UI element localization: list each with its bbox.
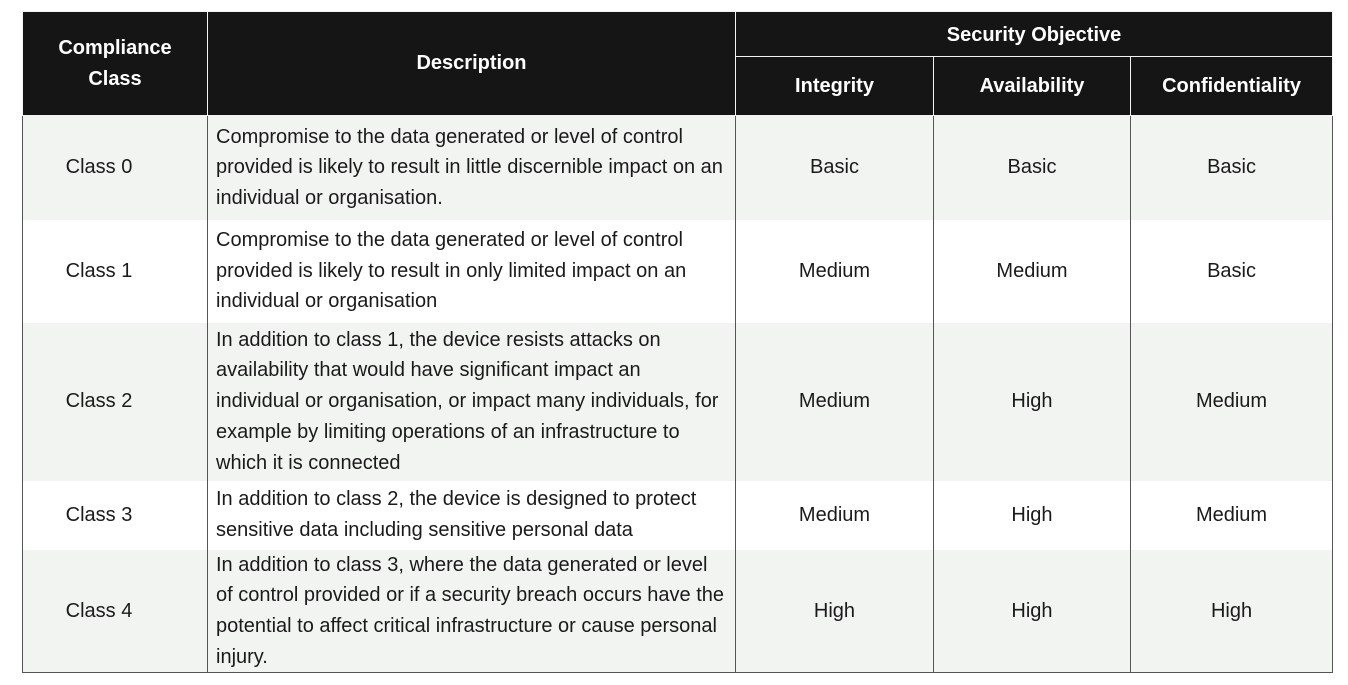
- cell-description: Compromise to the data generated or level of control provided is likely to result in only limited impact on an individual or organisation: [208, 220, 736, 323]
- cell-class: [23, 323, 208, 481]
- cell-description: In addition to class 2, the device is designed to protect sensitive data including sensitive personal data: [208, 481, 736, 550]
- cell-description: In addition to class 1, the device resists attacks on availability that would have significant impact an individual or organisation, or impact many individuals, for example by limiting operations of an infrastructure to which it is connected: [208, 323, 736, 481]
- table-header: [23, 12, 1333, 116]
- header-compliance-class: Compliance Class: [23, 12, 208, 116]
- cell-class: [23, 220, 208, 323]
- cell-confidentiality: Medium: [1131, 323, 1333, 481]
- cell-confidentiality: High: [1131, 550, 1333, 673]
- class-label: Class 2: [65, 390, 133, 413]
- header-row-top: [23, 12, 1333, 57]
- cell-integrity: Medium: [736, 323, 934, 481]
- cell-availability: High: [934, 323, 1131, 481]
- table-body: [23, 116, 1333, 673]
- table-row: [23, 481, 1333, 550]
- table-row: [23, 323, 1333, 481]
- cell-availability: High: [934, 550, 1131, 673]
- header-security-objective: Security Objective: [736, 12, 1333, 57]
- compliance-class-table: [22, 11, 1333, 673]
- header-confidentiality: Confidentiality: [1131, 57, 1333, 116]
- cell-availability: High: [934, 481, 1131, 550]
- cell-confidentiality: Medium: [1131, 481, 1333, 550]
- cell-class: [23, 116, 208, 220]
- class-label: Class 3: [65, 503, 133, 526]
- cell-confidentiality: Basic: [1131, 116, 1333, 220]
- class-label: Class 4: [65, 599, 133, 622]
- table-row: [23, 220, 1333, 323]
- header-integrity: Integrity: [736, 57, 934, 116]
- cell-description: In addition to class 3, where the data generated or level of control provided or if a security breach occurs have the potential to affect critical infrastructure or cause personal injury.: [208, 550, 736, 673]
- cell-availability: Medium: [934, 220, 1131, 323]
- class-label: Class 0: [65, 156, 133, 179]
- cell-integrity: Medium: [736, 481, 934, 550]
- cell-class: [23, 550, 208, 673]
- header-description: Description: [208, 12, 736, 116]
- header-availability: Availability: [934, 57, 1131, 116]
- cell-class: [23, 481, 208, 550]
- cell-confidentiality: Basic: [1131, 220, 1333, 323]
- class-label: Class 1: [65, 259, 133, 282]
- cell-integrity: Basic: [736, 116, 934, 220]
- cell-integrity: Medium: [736, 220, 934, 323]
- table-row: [23, 116, 1333, 220]
- cell-description: Compromise to the data generated or level of control provided is likely to result in little discernible impact on an individual or organisation.: [208, 116, 736, 220]
- table-row: [23, 550, 1333, 673]
- cell-availability: Basic: [934, 116, 1131, 220]
- cell-integrity: High: [736, 550, 934, 673]
